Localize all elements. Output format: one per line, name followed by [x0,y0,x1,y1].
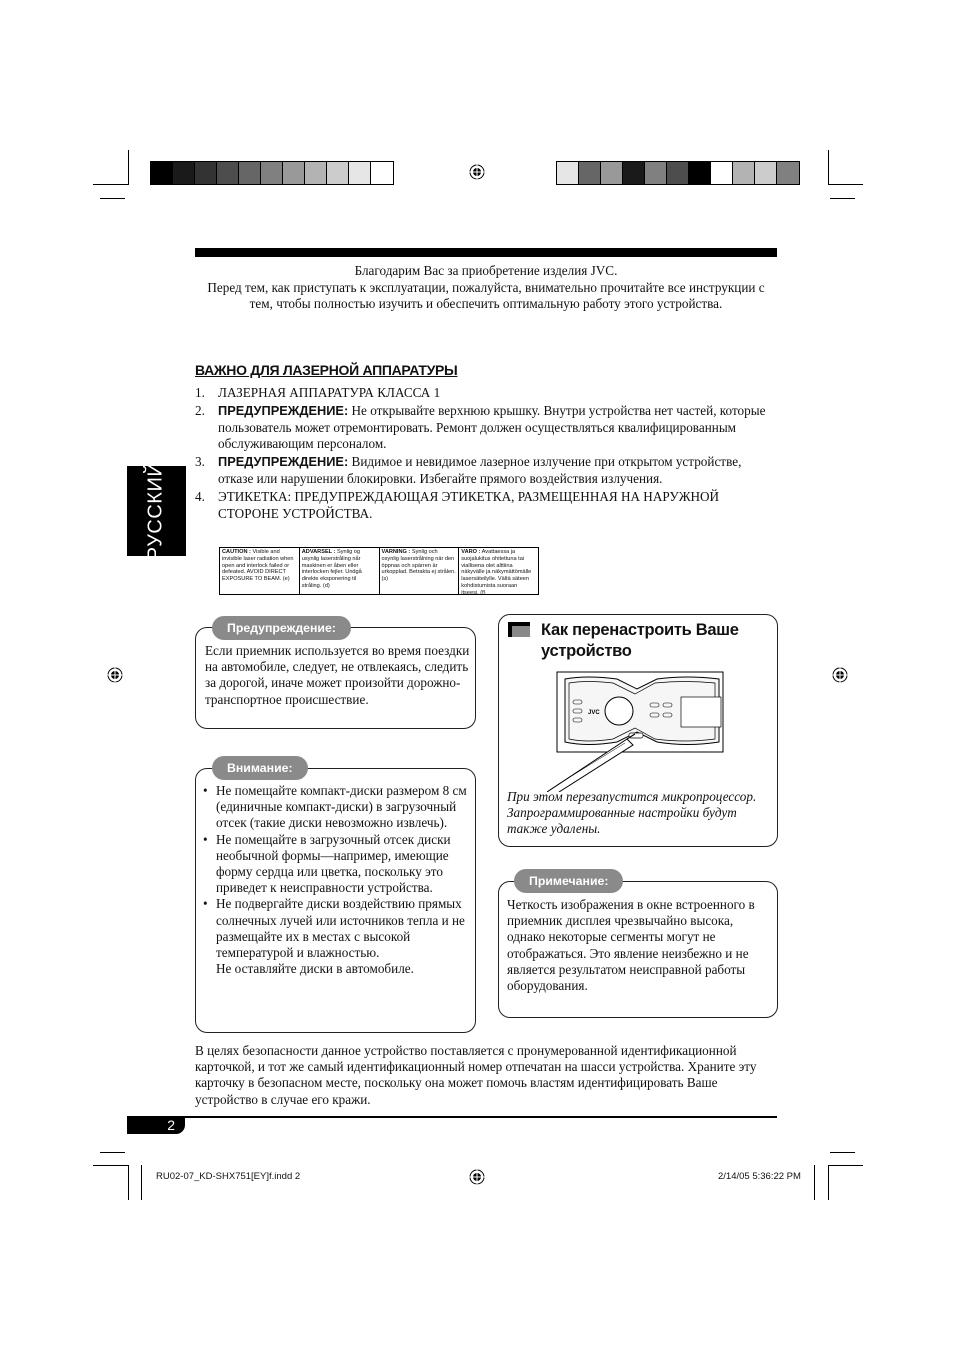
warning-text: Если приемник используется во время поездки на автомобиле, следует, не отвлекаясь, следить за дорогой, иначе может произойти дорожно-транспортное происшествие. [205,643,470,707]
color-swatch [711,162,733,184]
color-swatch [645,162,667,184]
color-swatch [327,162,349,184]
caution-text [197,783,469,977]
color-swatch [733,162,755,184]
brand-logo: JVC [588,710,600,716]
color-swatch [755,162,777,184]
intro-text [196,263,776,313]
color-swatch [173,162,195,184]
language-tab: РУССКИЙ [127,466,186,556]
footer-date: 2/14/05 5:36:22 PM [718,1171,801,1182]
laser-heading: ВАЖНО ДЛЯ ЛАЗЕРНОЙ АППАРАТУРЫ [195,362,458,378]
howto-title: Как перенастроить Ваше устройство [541,621,739,660]
color-swatch [777,162,799,184]
list-item: 2. ПРЕДУПРЕЖДЕНИЕ: Не открывайте верхнюю крышку. Внутри устройства нет частей, которые пользователь может отремонтировать. Ремонт должен осуществляться квалифицированным обслуживающим персоналом. [195,402,766,452]
color-swatch [239,162,261,184]
color-swatch [261,162,283,184]
car-stereo-reset-illustration [547,667,727,792]
warning-pill: Предупреждение: [212,616,351,640]
page-number: 2 [127,1117,185,1134]
color-swatch [667,162,689,184]
header-rule [195,248,777,257]
caution-pill: Внимание: [212,756,308,780]
section-marker-icon [508,622,530,637]
registration-mark-icon [469,1169,485,1185]
color-bar-right [556,161,800,185]
caution-list [197,783,469,961]
list-item: 1. ЛАЗЕРНАЯ АППАРАТУРА КЛАССА 1 [195,385,441,400]
laser-list [195,385,775,523]
howto-text: При этом перезапустится микропроцессор. Запрограммированные настройки будут также удалены. [507,789,757,837]
note-text: Четкость изображения в окне встроенного в приемник дисплея чрезвычайно высока, однако некоторые сегменты могут не отображаться. Это явление неизбежно и не является результатом неисправной работы оборудования. [507,897,755,994]
color-swatch [195,162,217,184]
footer-rule [127,1116,777,1118]
color-swatch [371,162,393,184]
color-swatch [217,162,239,184]
color-swatch [283,162,305,184]
caution-tail: Не оставляйте диски в автомобиле. [216,961,414,977]
color-bar-left [150,161,394,185]
registration-mark-icon [832,667,848,683]
list-item: • Не подвергайте диски воздействию прямых солнечных лучей или источников тепла и не размещайте их в местах с высокой температурой и влажностью. [197,896,469,961]
registration-mark-icon [469,164,485,180]
color-swatch [305,162,327,184]
label-cell: VARO : Avattaessa ja suojalukitus ohitettuna tai viallisena olet alttiina näkyvälle ja näkymättömälle lasersäteilylle. Vältä säteen kohdistumista suoraan itseesi. (f) [461,549,532,594]
id-card-paragraph: В целях безопасности данное устройство поставляется с пронумерованной идентификационной карточкой, и тот же самый идентификационный номер отпечатан на шасси устройства. Храните эту карточку в безопасном месте, поскольку она может помочь властям идентифицировать Ваше устройство в случае его кражи. [195,1043,757,1107]
list-item: 4. ЭТИКЕТКА: ПРЕДУПРЕЖДАЮЩАЯ ЭТИКЕТКА, РАЗМЕЩЕННАЯ НА НАРУЖНОЙ СТОРОНЕ УСТРОЙСТВА. [195,488,720,521]
label-cell: CAUTION : Visible and invisible laser radiation when open and interlock failed or defeated. AVOID DIRECT EXPOSURE TO BEAM. (e) [220,548,300,594]
label-cell: VARNING : Synlig och osynlig laserstrålning när den öppnas och spärren är urkopplad. Betrakta ej strålen. (s) [380,548,460,594]
footer-filename: RU02-07_KD-SHX751[EY]f.indd 2 [156,1171,301,1182]
color-swatch [601,162,623,184]
note-pill: Примечание: [514,869,623,893]
color-swatch [579,162,601,184]
registration-mark-icon [107,667,123,683]
list-item: • Не помещайте в загрузочный отсек диски необычной формы—например, имеющие форму сердца или цветка, поскольку это приведет к неисправности устройства. [197,832,469,897]
intro-line-1: Благодарим Вас за приобретение изделия JVC. [354,263,618,278]
label-cell: ADVARSEL : Synlig og usynlig laserstråling når maskinen er åben eller interlocken fejler. Undgå direkte eksponering til stråling. (d) [300,548,380,594]
color-swatch [151,162,173,184]
intro-line-2: Перед тем, как приступать к эксплуатации, пожалуйста, внимательно прочитайте все инструкции с тем, чтобы полностью изучить и обеспечить оптимальную работу этого устройства. [207,279,765,311]
color-swatch [349,162,371,184]
list-item: 3. ПРЕДУПРЕЖДЕНИЕ: Видимое и невидимое лазерное излучение при открытом устройстве, отказе или нарушении блокировки. Избегайте прямого воздействия излучения. [195,454,742,486]
color-swatch [557,162,579,184]
color-swatch [689,162,711,184]
list-item: • Не помещайте компакт-диски размером 8 см (единичные компакт-диски) в загрузочный отсек (такие диски невозможно извлечь). [197,783,469,832]
color-swatch [623,162,645,184]
laser-warning-label [219,547,539,595]
